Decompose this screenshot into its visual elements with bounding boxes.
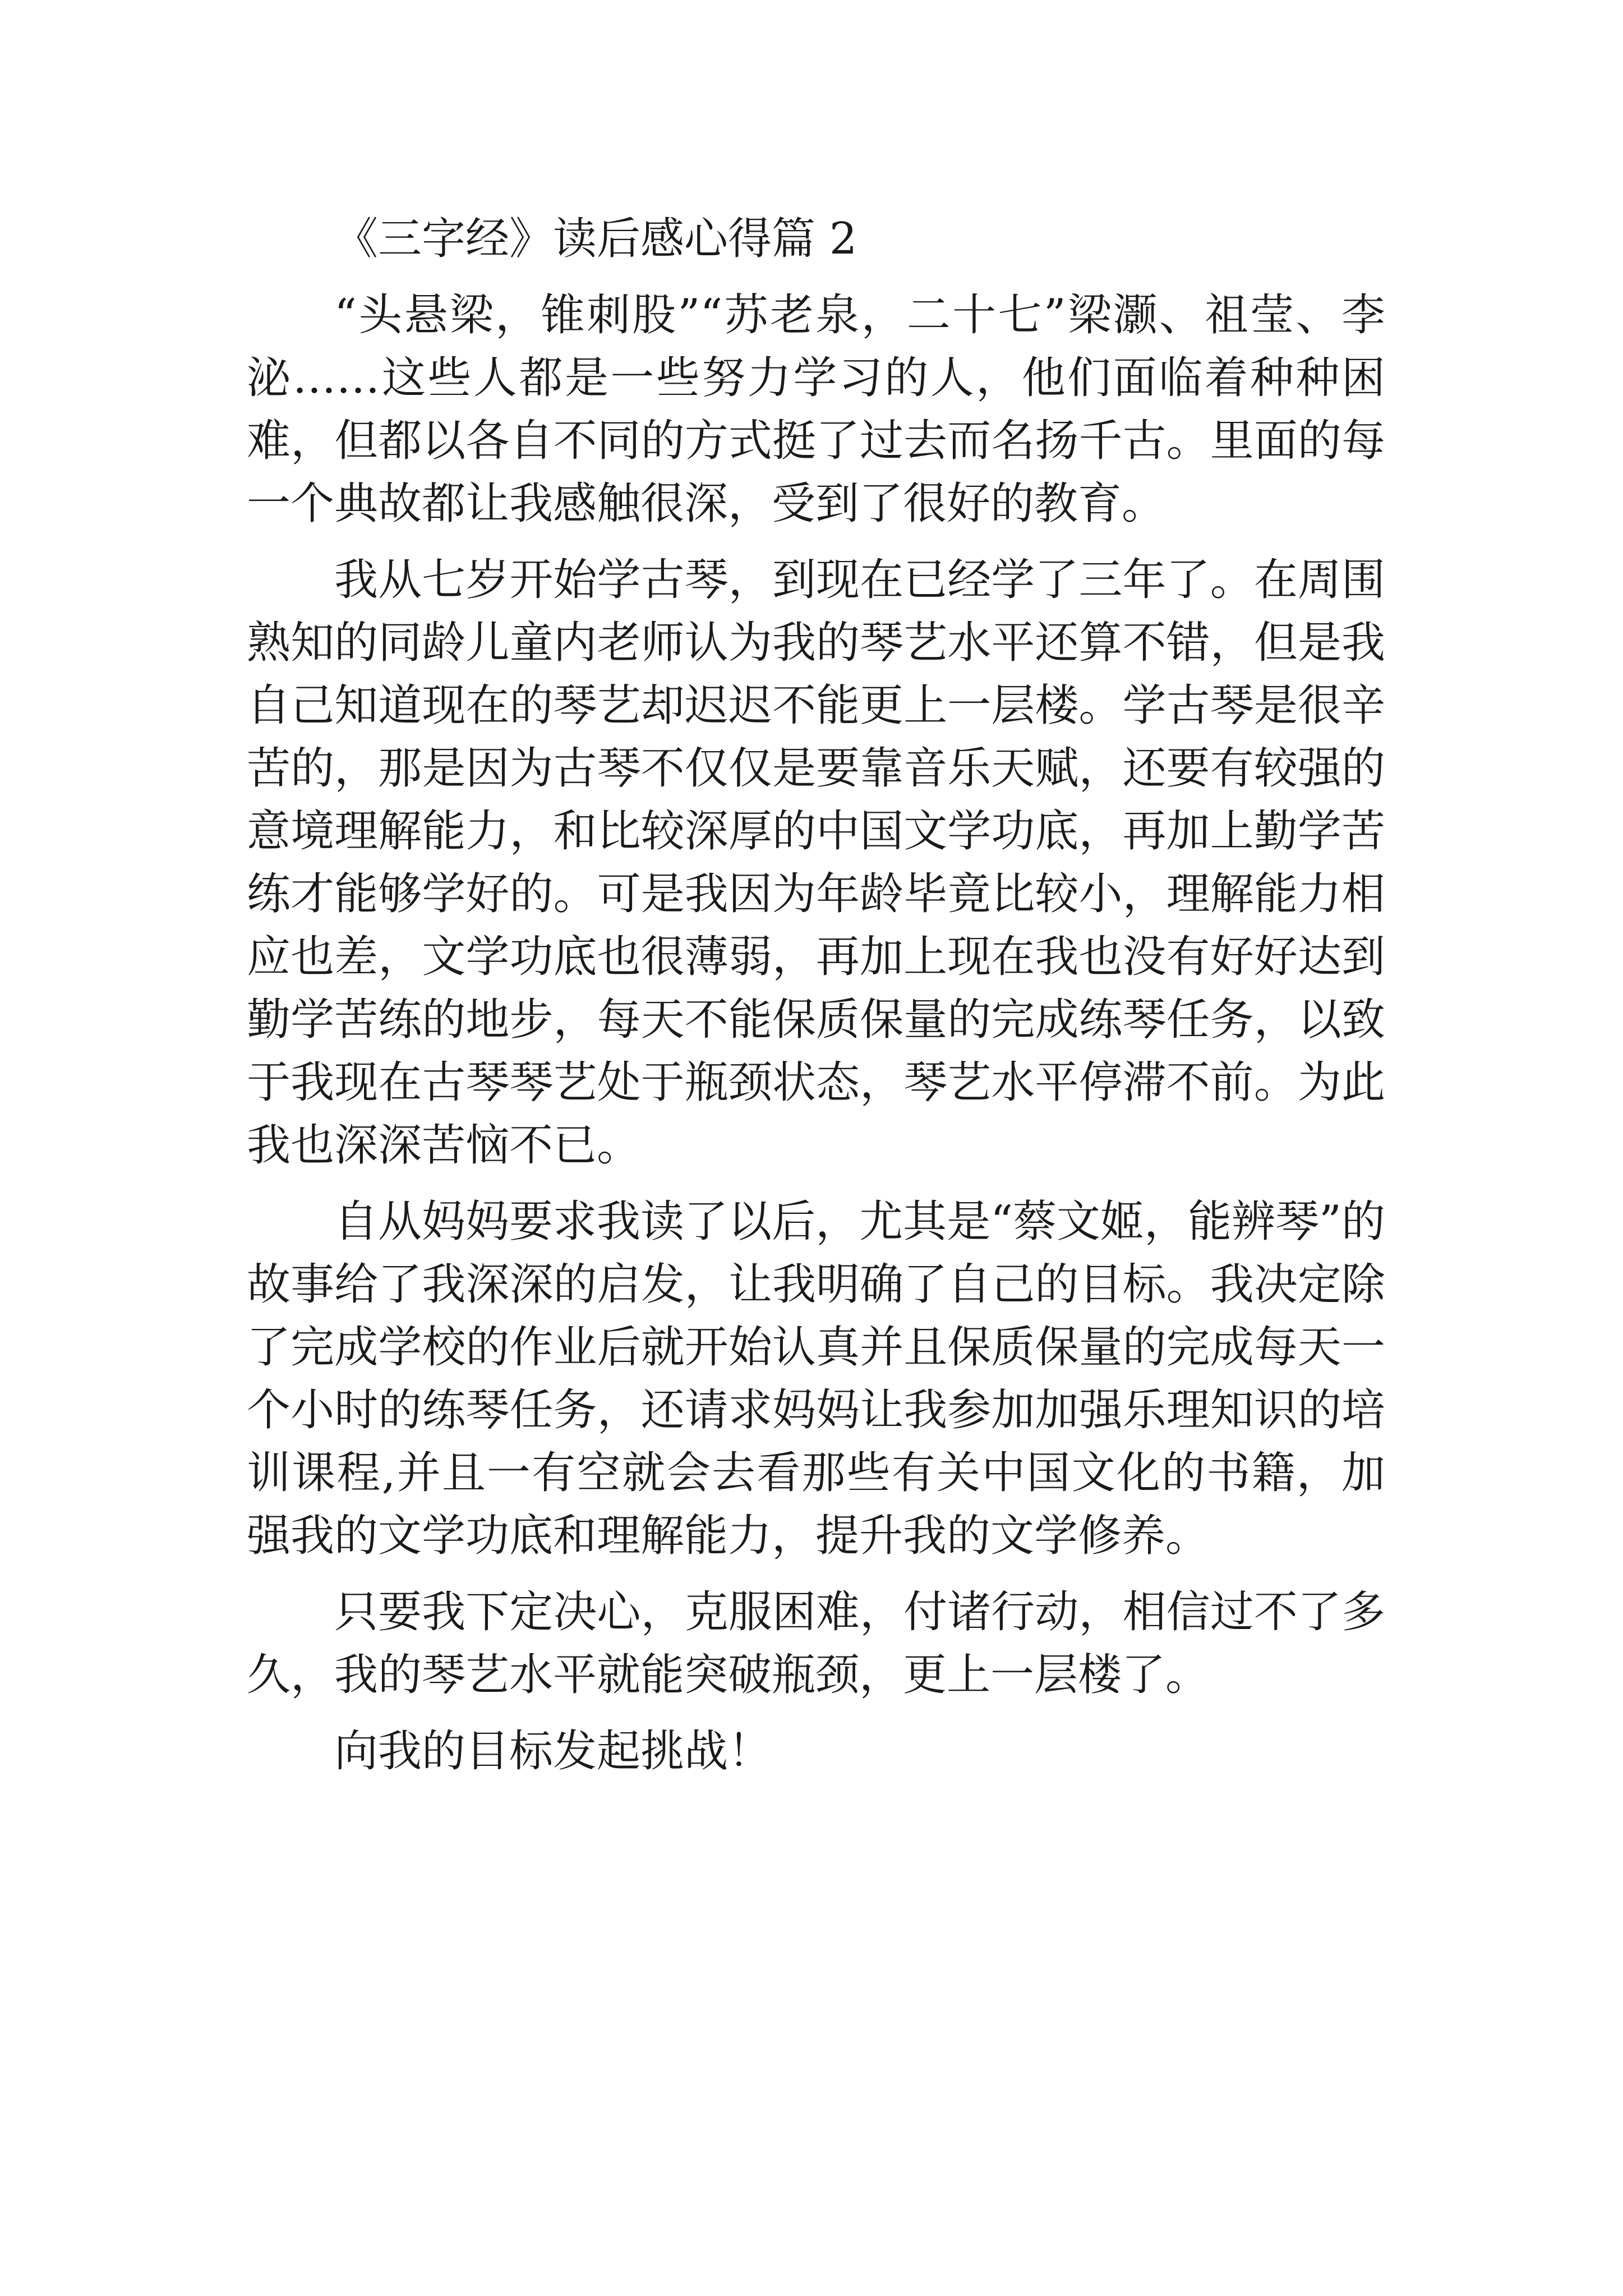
paragraph-5: 向我的目标发起挑战！	[334, 1726, 772, 1777]
paragraph-2: 我从七岁开始学古琴，到现在已经学了三年了。在周围熟知的同龄儿童内老师认为我的琴艺水平还算不错，但是我自己知道现在的琴艺却迟迟不能更上一层楼。学古琴是很辛苦的，那是因为古琴不仅仅是要靠音乐天赋，还要有较强的意境理解能力，和比较深厚的中国文学功底，再加上勤学苦练才能够学好的。可是我因为年龄毕竟比较小，理解能力相应也差，文学功底也很薄弱，再加上现在我也没有好好达到勤学苦练的地步，每天不能保质保量的完成练琴任务，以致于我现在古琴琴艺处于瓶颈状态，琴艺水平停滞不前。为此我也深深苦恼不已。	[247, 555, 1385, 1171]
paragraph-4: 只要我下定决心，克服困难，付诸行动，相信过不了多久，我的琴艺水平就能突破瓶颈，更上一层楼了。	[247, 1587, 1385, 1700]
paragraph-3: 自从妈妈要求我读了以后，尤其是“蔡文姬，能辨琴”的故事给了我深深的启发，让我明确了自己的目标。我决定除了完成学校的作业后就开始认真并且保质保量的完成每天一个小时的练琴任务，还请求妈妈让我参加加强乐理知识的培训课程,并且一有空就会去看那些有关中国文化的书籍，加强我的文学功底和理解能力，提升我的文学修养。	[247, 1197, 1385, 1561]
paragraph-1: “头悬梁，锥刺股”“苏老泉，二十七”梁灏、祖莹、李泌……这些人都是一些努力学习的人，他们面临着种种困难，但都以各自不同的方式挺了过去而名扬千古。里面的每一个典故都让我感触很深，受到了很好的教育。	[247, 290, 1385, 529]
document-body	[247, 208, 1385, 1796]
document-title: 《三字经》读后感心得篇 2	[334, 214, 857, 264]
